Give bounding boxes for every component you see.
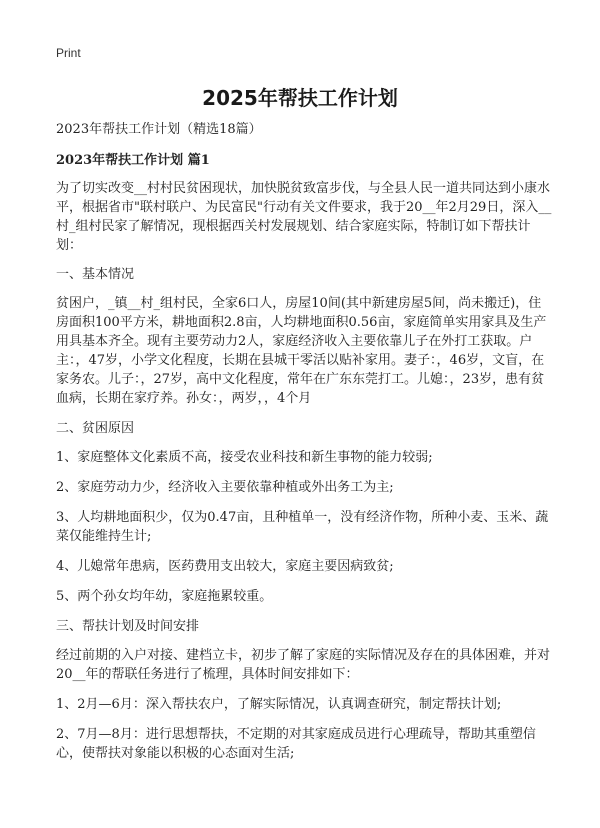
cause-item-4: 4、儿媳常年患病，医药费用支出较大，家庭主要因病致贫; [56,559,394,574]
page-title: 2025年帮扶工作计划 [202,86,398,110]
cause-item-5: 5、两个孙女均年幼，家庭拖累较重。 [56,589,273,604]
section-heading-basic-info: 一、基本情况 [56,267,135,282]
section-heading-poverty-causes: 二、贫困原因 [56,421,135,436]
article-subtitle: 2023年帮扶工作计划（精选18篇） [56,122,262,137]
cause-item-2: 2、家庭劳动力少，经济收入主要依靠种植或外出务工为主; [56,480,394,495]
intro-paragraph: 为了切实改变__村村民贫困现状，加快脱贫致富步伐，与全县人民一道共同达到小康水平，根据省市"联村联户、为民富民"行动有关文件要求，我于20__年2月29日，深入__村_组村民家了解情况，现根据西关村发展规划、结合家庭实际，特制订如下帮扶计划： [56,181,552,253]
section-heading-plan-schedule: 三、帮扶计划及时间安排 [56,619,200,634]
plan-item-1: 1、2月—6月：深入帮扶农户，了解实际情况，认真调查研究，制定帮扶计划; [56,697,502,712]
plan-intro-paragraph: 经过前期的入户对接、建档立卡，初步了解了家庭的实际情况及存在的具体困难，并对20__年的帮联任务进行了梳理，具体时间安排如下： [56,648,551,682]
print-link[interactable]: Print [56,46,81,60]
cause-item-3: 3、人均耕地面积少，仅为0.47亩，且种植单一，没有经济作物，所种小麦、玉米、蔬菜仅能维持生计; [56,510,549,544]
article-heading: 2023年帮扶工作计划 篇1 [56,153,210,168]
basic-info-paragraph: 贫困户，_镇__村_组村民，全家6口人，房屋10间(其中新建房屋5间，尚未搬迁)，住房面积100平方米，耕地面积2.8亩，人均耕地面积0.56亩，家庭简单实用家具及生产用具基本齐全。现有主要劳动力2人，家庭经济收入主要依靠儿子在外打工获取。户主：，47岁，小学文化程度，长期在县城干零活以贴补家用。妻子：，46岁，文盲，在家务农。儿子：，27岁，高中文化程度，常年在广东东莞打工。儿媳：，23岁，患有贫血病，长期在家疗养。孙女：，两岁，，4个月 [56,296,547,406]
cause-item-1: 1、家庭整体文化素质不高，接受农业科技和新生事物的能力较弱; [56,450,433,465]
article-body [56,120,554,774]
plan-item-2: 2、7月—8月：进行思想帮扶，不定期的对其家庭成员进行心理疏导，帮助其重塑信心，使帮扶对象能以积极的心态面对生活; [56,727,536,761]
